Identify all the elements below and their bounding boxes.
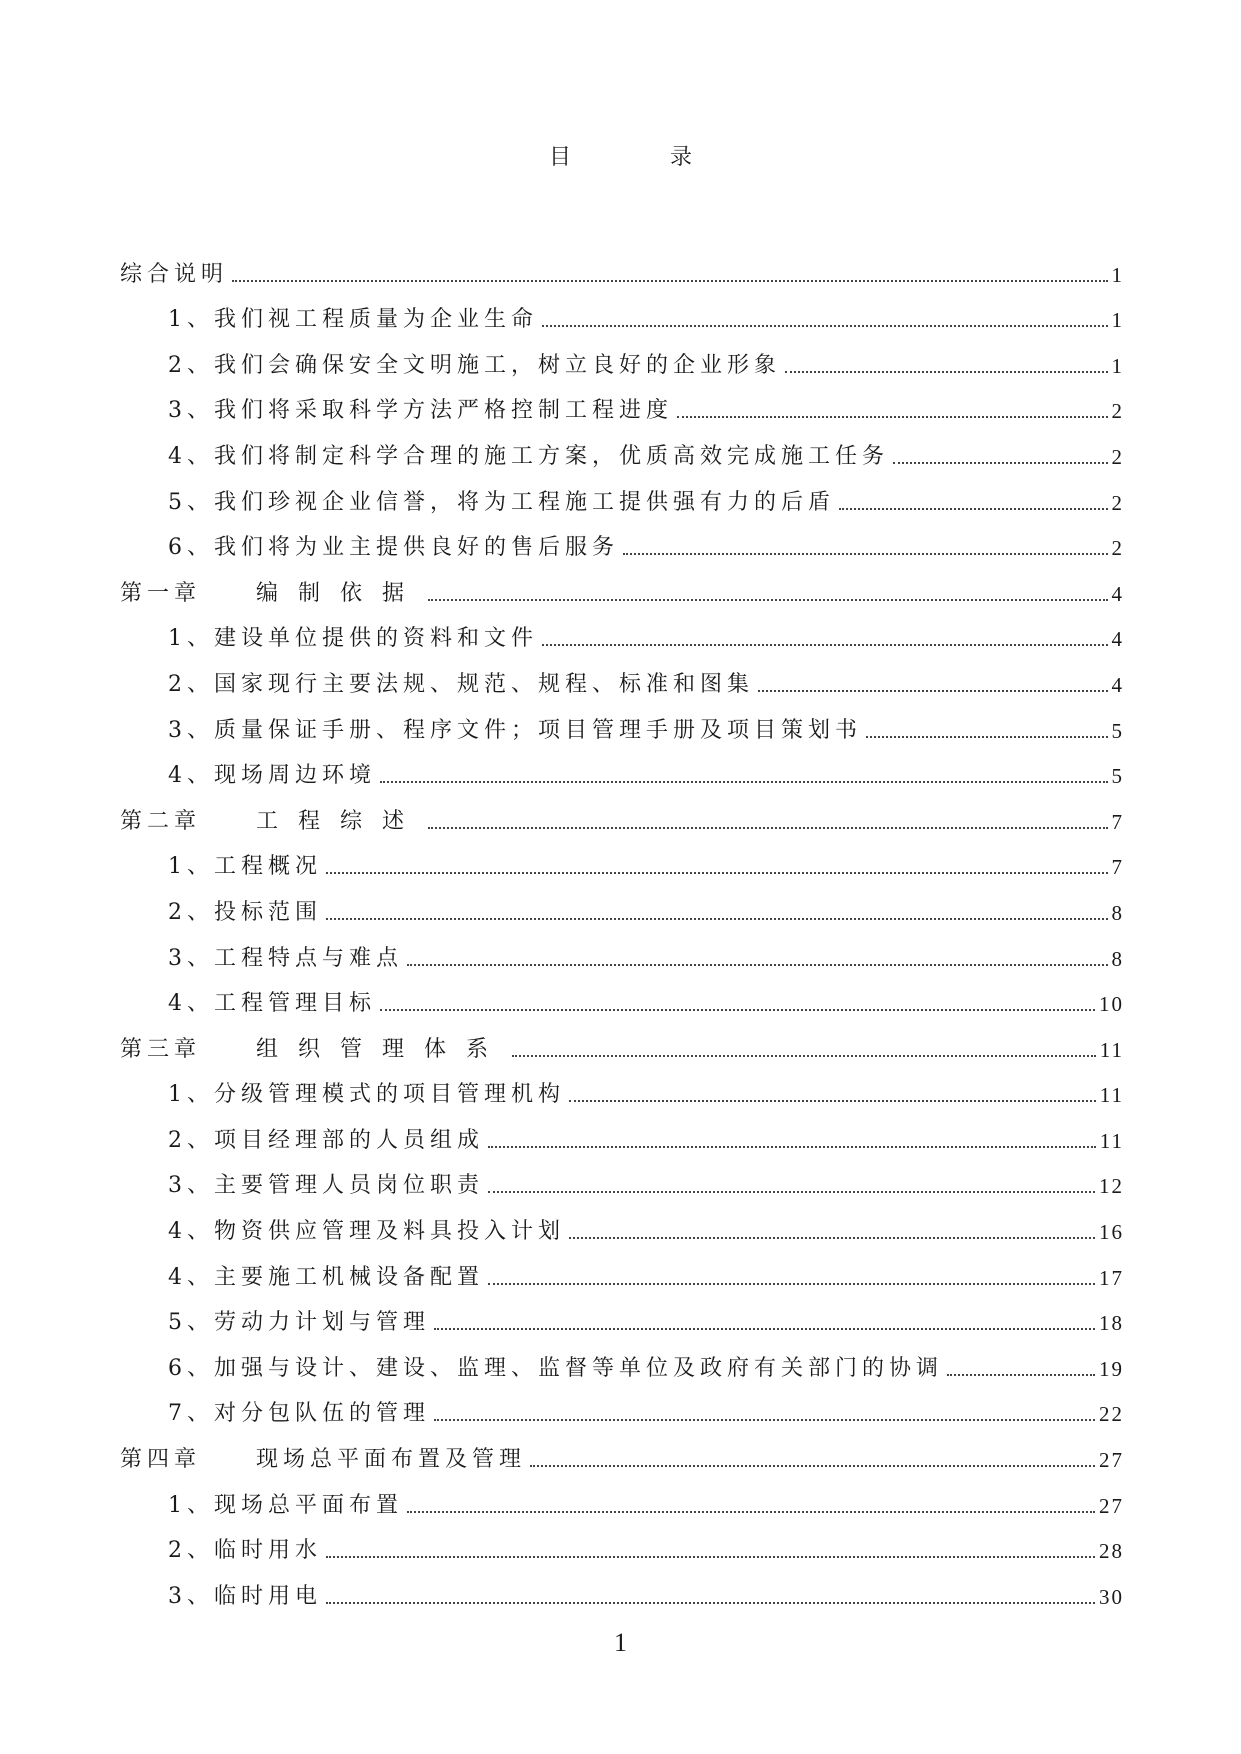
dot-leader [839,508,1108,510]
toc-entry-label: 4、主要施工机械设备配置 [168,1264,484,1290]
toc-page-number: 12 [1099,1174,1124,1199]
chapter-number: 第三章 [120,1036,202,1062]
dot-leader [434,1419,1095,1421]
dot-leader [569,1100,1096,1102]
toc-page-number: 7 [1111,855,1124,880]
toc-page-number: 11 [1099,1128,1124,1153]
toc-section-entry[interactable] [120,658,1124,704]
toc-page-number: 11 [1099,1083,1124,1108]
chapter-number: 第二章 [120,808,202,834]
toc-entry-label: 6、我们将为业主提供良好的售后服务 [168,535,619,561]
toc-entry-label: 1、现场总平面布置 [168,1492,403,1518]
dot-leader [623,553,1108,555]
toc-page-number: 1 [1111,262,1124,287]
dot-leader [947,1374,1095,1376]
dot-leader [866,736,1108,738]
dot-leader [677,416,1108,418]
toc-entry-label: 1、我们视工程质量为企业生命 [168,307,538,333]
dot-leader [530,1465,1095,1467]
toc-page-number: 1 [1111,308,1124,333]
toc-chapter-entry[interactable] [120,248,1124,294]
toc-page-number: 17 [1099,1265,1124,1290]
toc-page-number: 1 [1111,353,1124,378]
toc-section-entry[interactable] [120,932,1124,978]
toc-entry-label: 1、分级管理模式的项目管理机构 [168,1082,565,1108]
toc-page-number: 11 [1099,1037,1124,1062]
dot-leader [893,462,1108,464]
dot-leader [512,1055,1096,1057]
toc-section-entry[interactable] [120,430,1124,476]
toc-entry-label: 2、项目经理部的人员组成 [168,1127,484,1153]
toc-entry-label [120,1032,508,1063]
toc-entry-label: 3、质量保证手册、程序文件；项目管理手册及项目策划书 [168,717,862,743]
toc-section-entry[interactable] [120,1570,1124,1616]
toc-page-number: 4 [1111,581,1124,606]
toc-chapter-entry[interactable] [120,567,1124,613]
toc-page-number: 2 [1111,399,1124,424]
toc-section-entry[interactable] [120,1479,1124,1525]
toc-entry-label: 1、建设单位提供的资料和文件 [168,626,538,652]
toc-page-number: 28 [1099,1539,1124,1564]
chapter-number: 第四章 [120,1447,202,1473]
toc-section-entry[interactable] [120,1525,1124,1571]
toc-entry-label: 3、主要管理人员岗位职责 [168,1173,484,1199]
dot-leader [380,1009,1095,1011]
toc-page-number: 8 [1111,946,1124,971]
toc-entry-label: 7、对分包队伍的管理 [168,1401,430,1427]
toc-page-number: 27 [1099,1448,1124,1473]
toc-section-entry[interactable] [120,1251,1124,1297]
toc-section-entry[interactable] [120,750,1124,796]
chapter-title: 工程综述 [256,808,425,834]
toc-entry-label: 1、工程概况 [168,854,322,880]
dot-leader [488,1191,1095,1193]
toc-entry-label: 6、加强与设计、建设、监理、监督等单位及政府有关部门的协调 [168,1355,943,1381]
toc-page-number: 16 [1099,1220,1124,1245]
toc-section-entry[interactable] [120,841,1124,887]
toc-entry-label [120,804,424,835]
toc-page-number: 22 [1099,1402,1124,1427]
toc-entry-label: 4、物资供应管理及料具投入计划 [168,1219,565,1245]
page-number: 1 [614,1628,627,1657]
page-title: 目 录 [549,145,738,170]
toc-entry-label: 5、我们珍视企业信誉，将为工程施工提供强有力的后盾 [168,489,835,515]
toc-chapter-entry[interactable] [120,1023,1124,1069]
chapter-title: 组织管理体系 [256,1036,509,1062]
chapter-title: 编制依据 [256,580,425,606]
toc-section-entry[interactable] [120,522,1124,568]
dot-leader [407,1511,1095,1513]
toc-section-entry[interactable] [120,1069,1124,1115]
toc-entry-label: 2、国家现行主要法规、规范、规程、标准和图集 [168,671,754,697]
toc-section-entry[interactable] [120,1388,1124,1434]
toc-page-number: 4 [1111,672,1124,697]
toc-entry-label [120,1442,526,1473]
toc-entry-label: 4、工程管理目标 [168,991,376,1017]
toc-entry-label: 5、劳动力计划与管理 [168,1310,430,1336]
toc-section-entry[interactable] [120,1342,1124,1388]
dot-leader [326,1602,1095,1604]
dot-leader [569,1237,1095,1239]
toc-page-number: 5 [1111,718,1124,743]
toc-section-entry[interactable] [120,294,1124,340]
dot-leader [542,644,1108,646]
toc-entry-label: 2、临时用水 [168,1538,322,1564]
dot-leader [380,781,1108,783]
toc-page-number: 2 [1111,444,1124,469]
dot-leader [428,599,1107,601]
toc-section-entry[interactable] [120,1297,1124,1343]
toc-section-entry[interactable] [120,1205,1124,1251]
toc-page-number: 5 [1111,764,1124,789]
toc-section-entry[interactable] [120,339,1124,385]
dot-leader [326,918,1108,920]
chapter-title: 现场总平面布置及管理 [256,1447,527,1473]
toc-page-number: 4 [1111,627,1124,652]
toc-section-entry[interactable] [120,1114,1124,1160]
toc-section-entry[interactable] [120,476,1124,522]
toc-section-entry[interactable] [120,886,1124,932]
toc-section-entry[interactable] [120,978,1124,1024]
dot-leader [758,690,1108,692]
toc-page-number: 7 [1111,809,1124,834]
toc-page-number: 2 [1111,490,1124,515]
dot-leader [232,280,1107,282]
toc-entry-label: 2、我们会确保安全文明施工，树立良好的企业形象 [168,352,781,378]
dot-leader [407,964,1108,966]
dot-leader [542,325,1108,327]
toc-chapter-entry[interactable] [120,1433,1124,1479]
dot-leader [488,1283,1095,1285]
dot-leader [488,1146,1096,1148]
toc-page-number: 19 [1099,1356,1124,1381]
toc-entry-label: 3、我们将采取科学方法严格控制工程进度 [168,398,673,424]
toc-entry-label: 3、工程特点与难点 [168,945,403,971]
toc-entry-label: 4、我们将制定科学合理的施工方案，优质高效完成施工任务 [168,443,889,469]
chapter-number: 第一章 [120,580,202,606]
toc-page-number: 2 [1111,536,1124,561]
toc-section-entry[interactable] [120,613,1124,659]
toc-section-entry[interactable] [120,385,1124,431]
toc-page-number: 30 [1099,1584,1124,1609]
dot-leader [785,371,1108,373]
toc-page-number: 18 [1099,1311,1124,1336]
toc-entry-label: 3、临时用电 [168,1583,322,1609]
dot-leader [326,1556,1095,1558]
toc-entry-label [120,576,424,607]
toc-entry-label: 综合说明 [120,261,229,287]
toc-page-number: 27 [1099,1493,1124,1518]
table-of-contents [120,248,1124,1616]
toc-entry-label: 2、投标范围 [168,899,322,925]
toc-section-entry[interactable] [120,704,1124,750]
toc-page-number: 8 [1111,900,1124,925]
toc-section-entry[interactable] [120,1160,1124,1206]
toc-chapter-entry[interactable] [120,795,1124,841]
dot-leader [428,827,1107,829]
toc-page-number: 10 [1099,992,1124,1017]
dot-leader [434,1328,1095,1330]
toc-entry-label: 4、现场周边环境 [168,763,376,789]
dot-leader [326,872,1108,874]
